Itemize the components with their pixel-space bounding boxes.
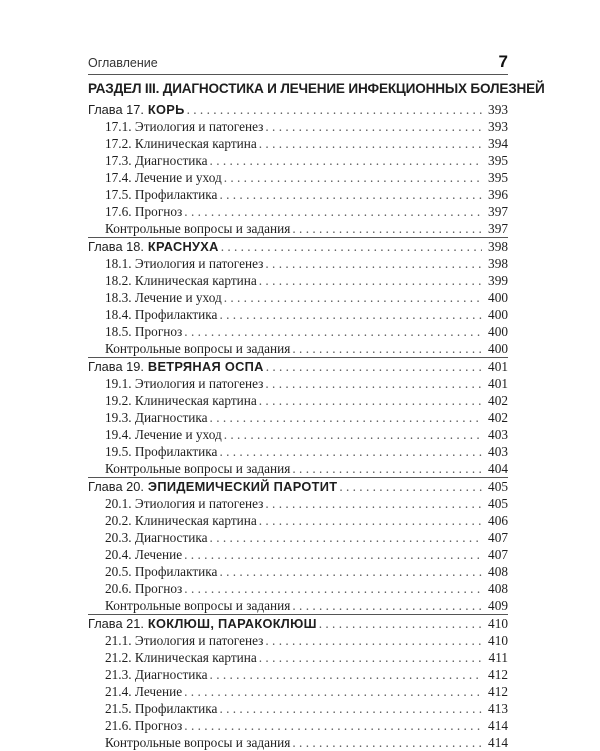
toc-entry-page-number: 399 [488, 273, 508, 288]
toc-entry-page-number: 398 [488, 256, 508, 271]
page-number: 7 [498, 52, 508, 71]
dot-leader [265, 255, 482, 272]
table-of-contents [88, 101, 508, 751]
toc-entry-page-number: 414 [488, 718, 508, 733]
toc-entry-page-number: 405 [488, 496, 508, 511]
toc-entry-page-number: 409 [488, 598, 508, 613]
toc-entry-title: Контрольные вопросы и задания [105, 598, 291, 613]
dot-leader [187, 101, 482, 118]
chapter-heading[interactable] [88, 358, 508, 375]
toc-entry[interactable] [88, 666, 508, 683]
dot-leader [219, 306, 482, 323]
toc-entry-title: 19.1. Этиология и патогенез [105, 376, 264, 391]
toc-entry[interactable] [88, 597, 508, 614]
toc-entry-page-number: 394 [488, 136, 508, 151]
dot-leader [224, 289, 482, 306]
toc-entry-page-number: 414 [488, 735, 508, 750]
toc-entry-page-number: 407 [488, 530, 508, 545]
chapter-block [88, 614, 508, 751]
dot-leader [259, 135, 482, 152]
dot-leader [266, 358, 482, 375]
toc-entry-title: Контрольные вопросы и задания [105, 221, 291, 236]
toc-entry-page-number: 408 [488, 581, 508, 596]
dot-leader [265, 375, 482, 392]
toc-entry[interactable] [88, 375, 508, 392]
toc-entry[interactable] [88, 272, 508, 289]
toc-entry[interactable] [88, 460, 508, 477]
toc-entry[interactable] [88, 186, 508, 203]
toc-entry-page-number: 397 [488, 221, 508, 236]
toc-entry[interactable] [88, 289, 508, 306]
toc-entry[interactable] [88, 546, 508, 563]
dot-leader [184, 717, 482, 734]
dot-leader [292, 340, 482, 357]
dot-leader [210, 152, 482, 169]
toc-entry-title: 17.4. Лечение и уход [105, 170, 222, 185]
dot-leader [265, 118, 482, 135]
toc-entry-page-number: 393 [488, 119, 508, 134]
toc-entry-title: 21.6. Прогноз [105, 718, 183, 733]
chapter-title: КРАСНУХА [147, 239, 219, 254]
dot-leader [339, 478, 482, 495]
toc-entry-title: 20.5. Профилактика [105, 564, 218, 579]
toc-entry-title: 18.1. Этиология и патогенез [105, 256, 264, 271]
toc-entry-title: Контрольные вопросы и задания [105, 735, 291, 750]
toc-entry-page-number: 404 [488, 461, 508, 476]
chapter-title: КОРЬ [147, 102, 185, 117]
toc-entry-title: 19.4. Лечение и уход [105, 427, 222, 442]
toc-entry[interactable] [88, 169, 508, 186]
dot-leader [221, 238, 482, 255]
toc-entry-page-number: 410 [488, 633, 508, 648]
toc-entry-page-number: 403 [488, 444, 508, 459]
toc-entry-page-number: 412 [488, 667, 508, 682]
toc-entry[interactable] [88, 717, 508, 734]
toc-entry-title: 20.4. Лечение [105, 547, 183, 562]
toc-entry[interactable] [88, 426, 508, 443]
toc-entry-page-number: 400 [488, 341, 508, 356]
running-header-title: Оглавление [88, 56, 158, 70]
toc-entry-page-number: 407 [488, 547, 508, 562]
toc-entry[interactable] [88, 152, 508, 169]
dot-leader [224, 426, 482, 443]
toc-entry-title: 19.3. Диагностика [105, 410, 208, 425]
dot-leader [184, 546, 482, 563]
chapter-title: ЭПИДЕМИЧЕСКИЙ ПАРОТИТ [147, 479, 338, 494]
dot-leader [319, 615, 482, 632]
toc-entry-title: 18.3. Лечение и уход [105, 290, 222, 305]
toc-entry-title: 21.5. Профилактика [105, 701, 218, 716]
toc-entry-title: Контрольные вопросы и задания [105, 461, 291, 476]
toc-entry-page-number: 400 [488, 290, 508, 305]
dot-leader [292, 734, 482, 751]
chapter-block [88, 101, 508, 237]
chapter-prefix: Глава 18. [88, 239, 144, 254]
dot-leader [210, 529, 482, 546]
toc-entry-page-number: 412 [488, 684, 508, 699]
toc-entry-title: 20.6. Прогноз [105, 581, 183, 596]
dot-leader [184, 323, 482, 340]
dot-leader [259, 512, 482, 529]
toc-entry-page-number: 396 [488, 187, 508, 202]
dot-leader [292, 220, 482, 237]
toc-entry[interactable] [88, 255, 508, 272]
dot-leader [224, 169, 482, 186]
toc-entry-title: 17.5. Профилактика [105, 187, 218, 202]
dot-leader [184, 203, 482, 220]
chapter-block [88, 477, 508, 614]
toc-entry[interactable] [88, 580, 508, 597]
toc-entry-title: 17.2. Клиническая картина [105, 136, 257, 151]
toc-entry-title: 18.2. Клиническая картина [105, 273, 257, 288]
toc-entry[interactable] [88, 135, 508, 152]
toc-entry-page-number: 408 [488, 564, 508, 579]
toc-entry-title: 19.2. Клиническая картина [105, 393, 257, 408]
chapter-heading[interactable] [88, 101, 508, 118]
dot-leader [219, 563, 482, 580]
toc-entry-title: 20.1. Этиология и патогенез [105, 496, 264, 511]
toc-entry-page-number: 413 [488, 701, 508, 716]
toc-entry[interactable] [88, 203, 508, 220]
toc-entry[interactable] [88, 340, 508, 357]
chapter-title: ВЕТРЯНАЯ ОСПА [147, 359, 264, 374]
chapter-page-number: 401 [488, 359, 508, 374]
dot-leader [210, 666, 482, 683]
toc-entry-title: 21.4. Лечение [105, 684, 183, 699]
toc-entry[interactable] [88, 563, 508, 580]
toc-entry[interactable] [88, 495, 508, 512]
chapter-prefix: Глава 21. [88, 616, 144, 631]
toc-entry-title: 17.3. Диагностика [105, 153, 208, 168]
dot-leader [292, 460, 482, 477]
toc-entry[interactable] [88, 649, 508, 666]
chapter-prefix: Глава 19. [88, 359, 144, 374]
toc-entry[interactable] [88, 409, 508, 426]
chapter-block [88, 237, 508, 357]
toc-entry-title: 21.2. Клиническая картина [105, 650, 257, 665]
toc-entry[interactable] [88, 529, 508, 546]
chapter-page-number: 393 [488, 102, 508, 117]
toc-entry[interactable] [88, 118, 508, 135]
toc-entry-page-number: 402 [488, 410, 508, 425]
chapter-title: КОКЛЮШ, ПАРАКОКЛЮШ [147, 616, 317, 631]
toc-entry[interactable] [88, 512, 508, 529]
dot-leader [210, 409, 482, 426]
dot-leader [265, 495, 482, 512]
chapter-heading[interactable] [88, 615, 508, 632]
toc-entry[interactable] [88, 683, 508, 700]
dot-leader [219, 443, 482, 460]
dot-leader [219, 186, 482, 203]
chapter-prefix: Глава 17. [88, 102, 144, 117]
toc-entry-title: 20.2. Клиническая картина [105, 513, 257, 528]
toc-entry[interactable] [88, 700, 508, 717]
toc-entry[interactable] [88, 632, 508, 649]
dot-leader [259, 649, 482, 666]
toc-entry-page-number: 400 [488, 307, 508, 322]
section-title: РАЗДЕЛ III. ДИАГНОСТИКА И ЛЕЧЕНИЕ ИНФЕКЦИОННЫХ БОЛЕЗНЕЙ [88, 81, 545, 96]
toc-entry[interactable] [88, 443, 508, 460]
toc-entry[interactable] [88, 734, 508, 751]
toc-entry-page-number: 397 [488, 204, 508, 219]
toc-entry-page-number: 403 [488, 427, 508, 442]
dot-leader [219, 700, 482, 717]
toc-entry-title: 19.5. Профилактика [105, 444, 218, 459]
chapter-page-number: 398 [488, 239, 508, 254]
toc-entry[interactable] [88, 323, 508, 340]
toc-entry-page-number: 402 [488, 393, 508, 408]
toc-entry-title: 17.1. Этиология и патогенез [105, 119, 264, 134]
toc-entry-page-number: 395 [488, 153, 508, 168]
chapter-heading[interactable] [88, 478, 508, 495]
toc-entry[interactable] [88, 306, 508, 323]
running-header [88, 50, 508, 75]
chapter-heading[interactable] [88, 238, 508, 255]
toc-entry-page-number: 395 [488, 170, 508, 185]
dot-leader [259, 272, 482, 289]
toc-entry-page-number: 401 [488, 376, 508, 391]
toc-entry-title: 21.1. Этиология и патогенез [105, 633, 264, 648]
toc-entry-title: 18.4. Профилактика [105, 307, 218, 322]
chapter-page-number: 410 [488, 616, 508, 631]
chapter-prefix: Глава 20. [88, 479, 144, 494]
dot-leader [184, 580, 482, 597]
chapter-block [88, 357, 508, 477]
dot-leader [259, 392, 482, 409]
toc-entry-title: 20.3. Диагностика [105, 530, 208, 545]
toc-entry-page-number: 406 [488, 513, 508, 528]
toc-entry-title: 17.6. Прогноз [105, 204, 183, 219]
toc-entry[interactable] [88, 220, 508, 237]
toc-entry-title: 21.3. Диагностика [105, 667, 208, 682]
toc-entry-title: 18.5. Прогноз [105, 324, 183, 339]
toc-entry[interactable] [88, 392, 508, 409]
toc-entry-page-number: 400 [488, 324, 508, 339]
dot-leader [292, 597, 482, 614]
toc-entry-title: Контрольные вопросы и задания [105, 341, 291, 356]
dot-leader [184, 683, 482, 700]
toc-entry-page-number: 411 [488, 650, 508, 665]
dot-leader [265, 632, 482, 649]
chapter-page-number: 405 [488, 479, 508, 494]
